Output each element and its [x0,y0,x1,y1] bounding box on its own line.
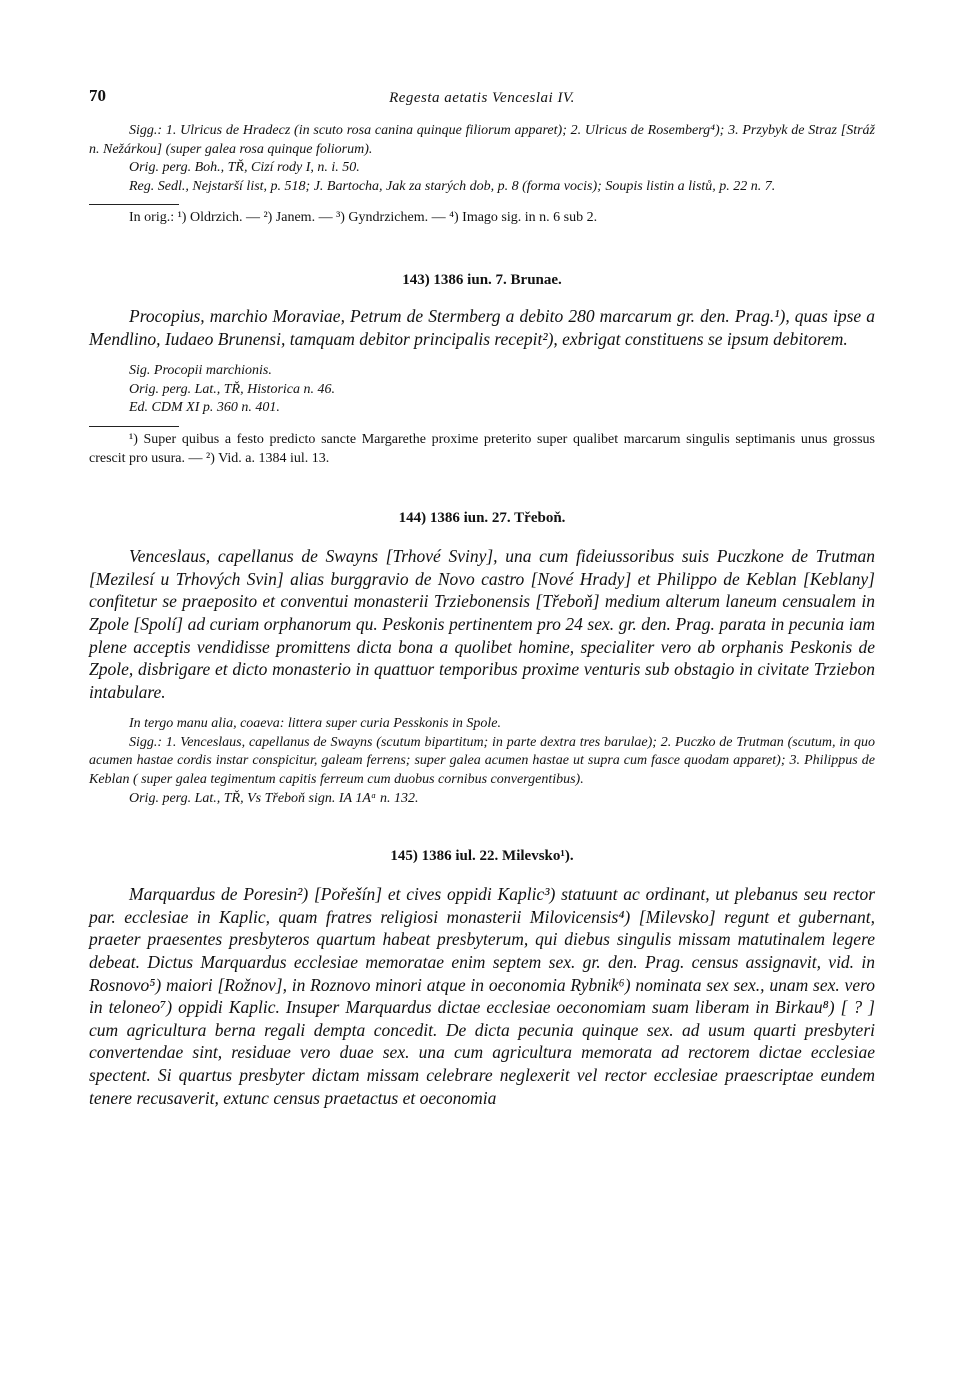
note-line: Orig. perg. Boh., TŘ, Cizí rody I, n. i. 50. [129,160,360,176]
prev-entry-footnote: In orig.: ¹) Oldrzich. — ²) Janem. — ³) Gyndrzichem. — ⁴) Imago sig. in n. 6 sub 2. [129,210,598,226]
page-header [89,86,875,120]
footnote-rule [89,204,179,205]
entry-notes-143 [89,362,875,418]
entry-regest-143: Procopius, marchio Moraviae, Petrum de Stermberg a debito 280 marcarum gr. den. Prag.¹), quas ipse a Mendlino, Iudaeo Brunensi, tamquam debitor principalis recepit²), exbrigat constituens se ipsum debitorem. [89,305,875,349]
note-line: Ed. CDM XI p. 360 n. 401. [129,400,280,416]
page-number: 70 [89,86,106,105]
note-line: Orig. perg. Lat., TŘ, Historica n. 46. [129,381,335,397]
note-line: Sigg.: 1. Ulricus de Hradecz (in scuto rosa canina quinque filiorum apparet); 2. Ulricus de Rosemberg⁴); 3. Przybyk de Straz [Stráž n. Nežárkou] (super galea rosa quinque foliorum). [89,123,875,157]
note-line: Orig. perg. Lat., TŘ, Vs Třeboň sign. IA 1Aᵅ n. 132. [129,790,419,806]
entry-heading-145: 145) 1386 iul. 22. Milevsko¹). [390,848,574,865]
entry-footnote-143: ¹) Super quibus a festo predicto sancte Margarethe proxime preterito super qualibet marcarum singulis septimanis unus grossus crescit pro usura. — ²) Vid. a. 1384 iul. 13. [89,431,875,466]
entry-heading-143: 143) 1386 iun. 7. Brunae. [402,271,562,288]
note-line: In tergo manu alia, coaeva: littera super curia Pesskonis in Spole. [129,716,501,732]
running-title: Regesta aetatis Venceslai IV. [389,90,575,106]
note-line: Reg. Sedl., Nejstarší list, p. 518; J. Bartocha, Jak za starých dob, p. 8 (forma vocis); Soupis listin a listů, p. 22 n. 7. [129,178,776,194]
entry-regest-145: Marquardus de Poresin²) [Pořešín] et cives oppidi Kaplic³) statuunt ac ordinant, ut plebanus seu rector par. ecclesiae in Kaplic, quam fratres religiosi monasterii Milovicensis⁴) [Milevsko] regunt et gubernant, praeter praesentes presbyteros quartum habeat presbyterum, qui diebus singulis missam matutinalem legere debeat. Dictus Marquardus ecclesiae memoratae enim septem sex. gr. den. Prag. census assignavit, vid. in Rosnovo⁵) maiori [Rožnov], in Roznovo minori atque in oeconomia Rybnik⁶) nominata sex sex., unam sex. vero in teloneo⁷) oppidi Kaplic. Insuper Marquardus dictae ecclesiae oeconomiam suam liberam in Birkau⁸) [ ? ] cum agricultura berna regali dempta concedit. De dicta pecunia quinque sex. ad usum quarti presbyteri convertendae sint, residuae vero duae sex. una cum agricultura memorata ad rectorem dictae ecclesiae spectent. Si quartus presbyter dictam missam celebrare neglexerit vel rector ecclesiae praescriptae eundem tenere recusaverit, extunc census praetactus et oeconomia [89,884,875,1108]
entry-regest-144: Venceslaus, capellanus de Swayns [Trhové Sviny], una cum fideiussoribus suis Puczkone de Trutman [Mezilesí u Trhových Svin] alias burggravio de Novo castro [Nové Hrady] et Philippo de Keblan [Keblany] confitetur se praeposito et conventui monasterii Trziebonensis [Třeboň] medium alterum laneum censualem in Zpole [Spolí] ad curiam orphanorum qu. Peskonis pertinentem pro 24 sex. gr. den. Prag. parata in pecunia iam plene acceptis vendidisse promittens dicta bona a quolibet homine, specialiter vero ab orphanis Peskonis de Zpole, disbrigare et dicto monasterio in quattuor temporibus proxime venturis sub obstagio in civitate Trziebon intabulare. [89,546,875,702]
prev-entry-notes [89,122,875,196]
note-line: Sig. Procopii marchionis. [129,363,272,379]
footnote-rule [89,426,179,427]
note-line: Sigg.: 1. Venceslaus, capellanus de Swayns (scutum bipartitum; in parte dextra tres barulae); 2. Puczko de Trutman (scutum, in quo acumen hastae cordis instar conspicitur, galeam ferrens; super galea acumen hastae ut supra cum fasce quodam apparet); 3. Philippus de Keblan ( super galea tegimentum capitis ferreum cum duobus cornibus convergentibus). [89,734,875,788]
entry-heading-144: 144) 1386 iun. 27. Třeboň. [398,510,566,527]
entry-notes-144 [89,715,875,808]
document-page [89,86,875,1109]
